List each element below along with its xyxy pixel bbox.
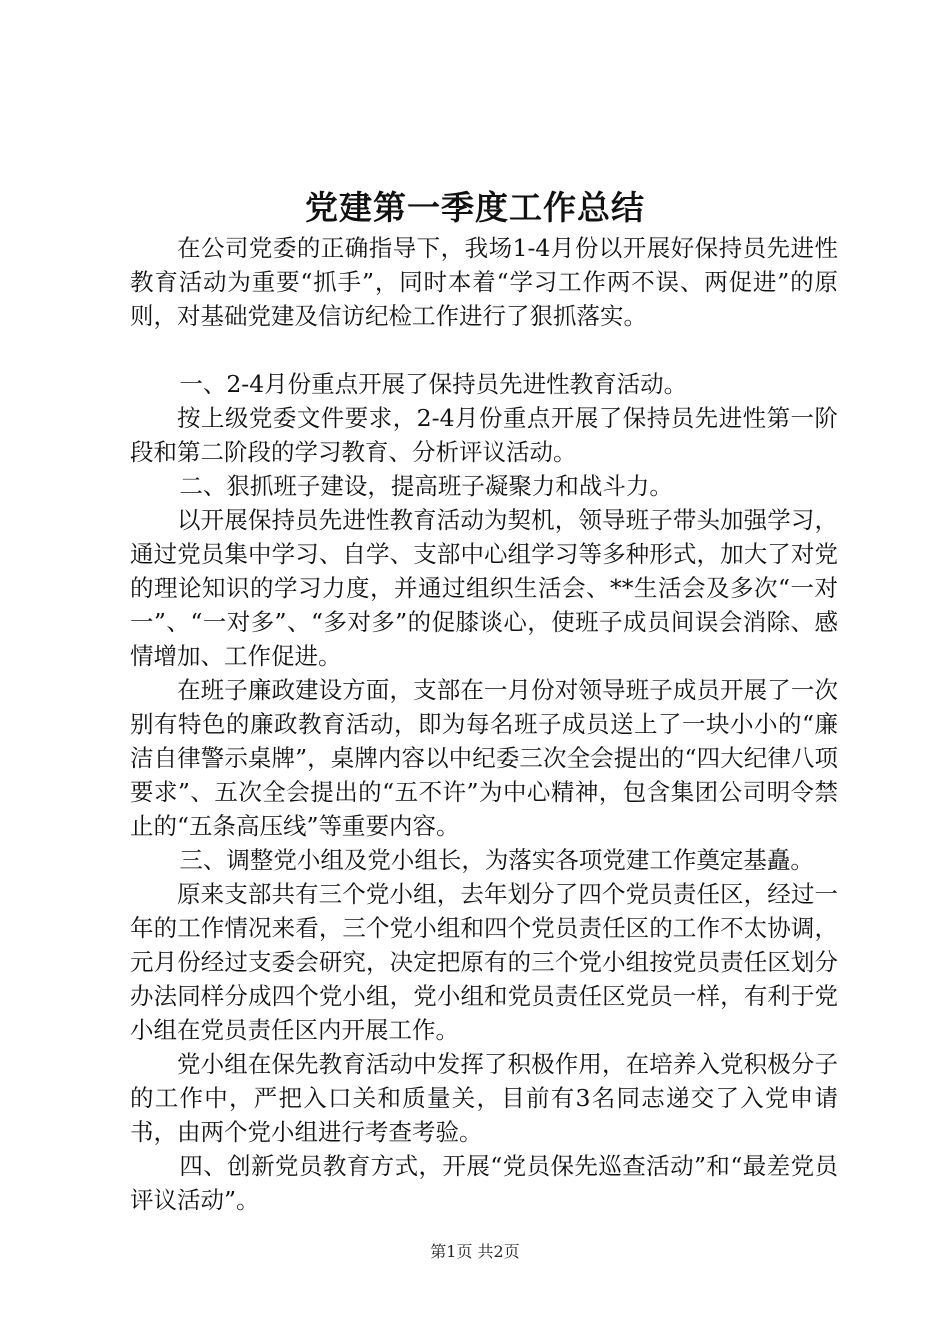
section-heading-3: 三、调整党小组及党小组长，为落实各项党建工作奠定基矗。 <box>179 846 814 874</box>
paragraph: 按上级党委文件要求，2-4月份重点开展了保持员先进性第一阶段和第二阶段的学习教育、分析评议活动。 <box>130 404 838 466</box>
paragraph: 原来支部共有三个党小组，去年划分了四个党员责任区，经过一年的工作情况来看，三个党小组和四个党员责任区的工作不太协调，元月份经过支委会研究，决定把原有的三个党小组按党员责任区划分办法同样分成四个党小组，党小组和党员责任区党员一样，有利于党小组在党员责任区内开展工作。 <box>130 880 838 1044</box>
document-body <box>130 231 838 1217</box>
paragraph: 党小组在保先教育活动中发挥了积极作用，在培养入党积极分子的工作中，严把入口关和质量关，目前有3名同志递交了入党申请书，由两个党小组进行考查考验。 <box>130 1050 838 1146</box>
paragraph: 在班子廉政建设方面，支部在一月份对领导班子成员开展了一次别有特色的廉政教育活动，即为每名班子成员送上了一块小小的“廉洁自律警示桌牌”，桌牌内容以中纪委三次全会提出的“四大纪律八项要求”、五次全会提出的“五不许”为中心精神，包含集团公司明令禁止的“五条高压线”等重要内容。 <box>130 676 838 840</box>
page-number: 第1页 <box>430 1242 473 1261</box>
section-heading-4: 四、创新党员教育方式，开展“党员保先巡查活动”和“最差党员评议活动”。 <box>130 1152 838 1214</box>
page-total: 共2页 <box>477 1242 520 1261</box>
section-heading-1: 一、2-4月份重点开展了保持员先进性教育活动。 <box>179 370 688 398</box>
section-heading-2: 二、狠抓班子建设，提高班子凝聚力和战斗力。 <box>179 472 673 500</box>
page-footer <box>0 1240 950 1264</box>
paragraph-intro: 在公司党委的正确指导下，我场1-4月份以开展好保持员先进性教育活动为重要“抓手”，同时本着“学习工作两不误、两促进”的原则，对基础党建及信访纪检工作进行了狠抓落实。 <box>130 234 838 330</box>
document-title: 党建第一季度工作总结 <box>305 188 645 227</box>
paragraph: 以开展保持员先进性教育活动为契机，领导班子带头加强学习，通过党员集中学习、自学、支部中心组学习等多种形式，加大了对党的理论知识的学习力度，并通过组织生活会、**生活会及多次“一对一”、“一对多”、“多对多”的促膝谈心，使班子成员间误会消除、感情增加、工作促进。 <box>130 506 838 670</box>
